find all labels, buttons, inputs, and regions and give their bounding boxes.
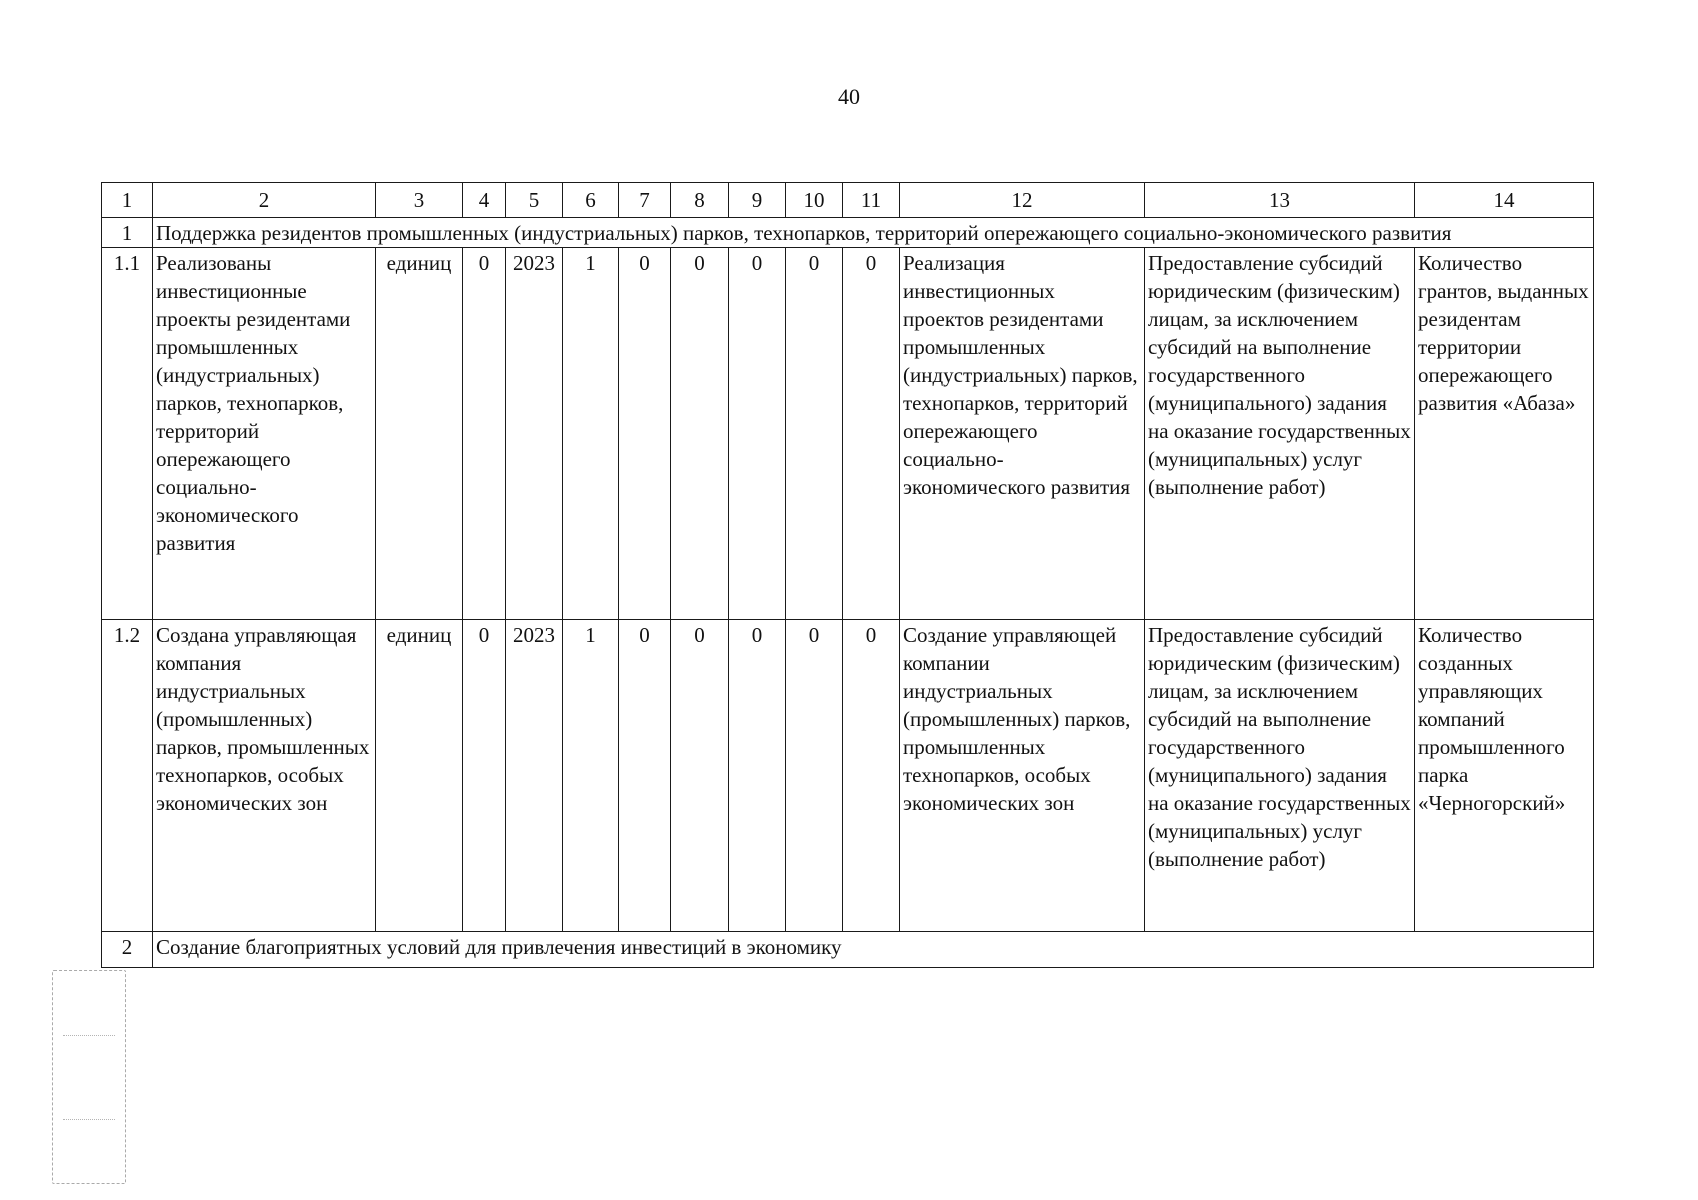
value-cell: 0 — [786, 620, 843, 932]
value-cell: 0 — [729, 620, 786, 932]
column-number: 5 — [506, 183, 563, 218]
value-cell: 0 — [671, 620, 729, 932]
value-cell: 0 — [786, 248, 843, 620]
measure-cell: Реализация инвестиционных проектов резидентами промышленных (индустриальных) парков, технопарков, территорий опережающего социально-экономического развития — [900, 248, 1145, 620]
section-number: 1 — [102, 218, 153, 248]
column-number: 1 — [102, 183, 153, 218]
column-number: 11 — [843, 183, 900, 218]
column-number: 3 — [376, 183, 463, 218]
year-cell: 2023 — [506, 248, 563, 620]
column-number-row — [102, 183, 1594, 218]
section-row — [102, 932, 1594, 968]
mechanism-cell: Предоставление субсидий юридическим (физическим) лицам, за исключением субсидий на выполнение государственного (муниципального) задания на оказание государственных (муниципальных) услуг (выполнение работ) — [1145, 620, 1415, 932]
value-cell: 0 — [463, 620, 506, 932]
value-cell: 0 — [843, 248, 900, 620]
value-cell: 0 — [463, 248, 506, 620]
section-number: 2 — [102, 932, 153, 968]
measure-cell: Создание управляющей компании индустриальных (промышленных) парков, промышленных технопарков, особых экономических зон — [900, 620, 1145, 932]
unit-cell: единиц — [376, 620, 463, 932]
value-cell: 1 — [563, 620, 619, 932]
year-cell: 2023 — [506, 620, 563, 932]
value-cell: 0 — [619, 248, 671, 620]
indicator-name: Создана управляющая компания индустриальных (промышленных) парков, промышленных технопарков, особых экономических зон — [153, 620, 376, 932]
section-row — [102, 218, 1594, 248]
page-number: 40 — [838, 84, 860, 109]
column-number: 13 — [1145, 183, 1415, 218]
mechanism-cell: Предоставление субсидий юридическим (физическим) лицам, за исключением субсидий на выполнение государственного (муниципального) задания на оказание государственных (муниципальных) услуг (выполнение работ) — [1145, 248, 1415, 620]
unit-cell: единиц — [376, 248, 463, 620]
column-number: 9 — [729, 183, 786, 218]
row-number: 1.1 — [102, 248, 153, 620]
value-cell: 0 — [619, 620, 671, 932]
column-number: 10 — [786, 183, 843, 218]
table-row — [102, 248, 1594, 620]
indicators-table — [101, 182, 1594, 968]
section-title: Поддержка резидентов промышленных (индустриальных) парков, технопарков, территорий опережающего социально-экономического развития — [153, 218, 1594, 248]
value-cell: 0 — [671, 248, 729, 620]
column-number: 6 — [563, 183, 619, 218]
note-cell: Количество грантов, выданных резидентам территории опережающего развития «Абаза» — [1415, 248, 1594, 620]
value-cell: 1 — [563, 248, 619, 620]
value-cell: 0 — [843, 620, 900, 932]
column-number: 7 — [619, 183, 671, 218]
column-number: 8 — [671, 183, 729, 218]
value-cell: 0 — [729, 248, 786, 620]
column-number: 12 — [900, 183, 1145, 218]
indicator-name: Реализованы инвестиционные проекты резидентами промышленных (индустриальных) парков, технопарков, территорий опережающего социально-экономического развития — [153, 248, 376, 620]
section-title: Создание благоприятных условий для привлечения инвестиций в экономику — [153, 932, 1594, 968]
margin-stamp — [52, 970, 126, 1184]
table-row — [102, 620, 1594, 932]
row-number: 1.2 — [102, 620, 153, 932]
column-number: 14 — [1415, 183, 1594, 218]
column-number: 4 — [463, 183, 506, 218]
column-number: 2 — [153, 183, 376, 218]
note-cell: Количество созданных управляющих компаний промышленного парка «Черногорский» — [1415, 620, 1594, 932]
